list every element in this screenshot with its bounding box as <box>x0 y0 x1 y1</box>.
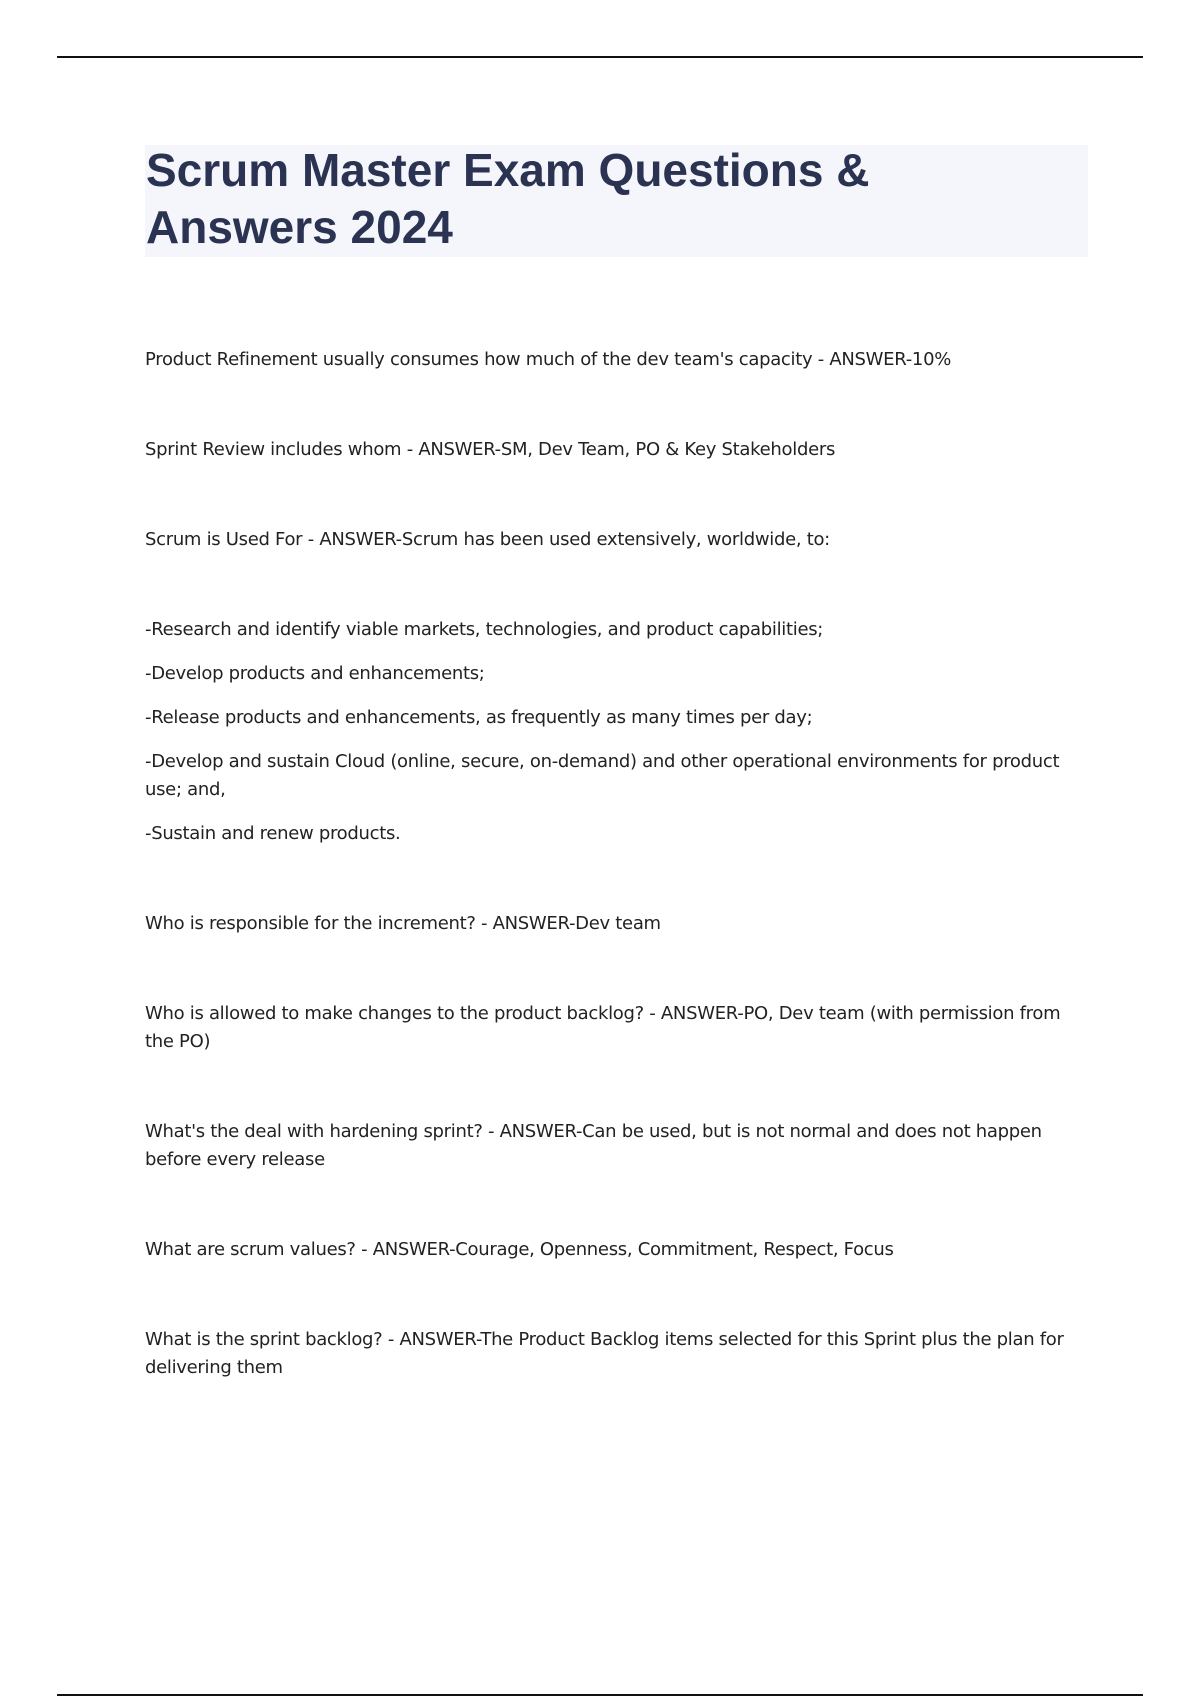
qa-item: What is the sprint backlog? - ANSWER-The Product Backlog items selected for this Sprint plus the plan for delivering them <box>145 1329 1064 1378</box>
scrum-uses-list <box>145 616 1090 848</box>
document-title: Scrum Master Exam Questions & Answers 2024 <box>146 144 870 253</box>
qa-item: Product Refinement usually consumes how much of the dev team's capacity - ANSWER-10% <box>145 349 952 370</box>
qa-item: What are scrum values? - ANSWER-Courage, Openness, Commitment, Respect, Focus <box>145 1239 894 1260</box>
list-item: -Develop products and enhancements; <box>145 663 485 684</box>
list-item: -Develop and sustain Cloud (online, secure, on-demand) and other operational environments for product use; and, <box>145 751 1060 800</box>
document-body <box>145 346 1090 1382</box>
qa-item: Who is allowed to make changes to the product backlog? - ANSWER-PO, Dev team (with permission from the PO) <box>145 1003 1061 1052</box>
qa-item: Sprint Review includes whom - ANSWER-SM, Dev Team, PO & Key Stakeholders <box>145 439 836 460</box>
bottom-rule <box>57 1694 1143 1696</box>
list-item: -Sustain and renew products. <box>145 823 401 844</box>
qa-item: Scrum is Used For - ANSWER-Scrum has been used extensively, worldwide, to: <box>145 529 830 550</box>
list-item: -Research and identify viable markets, technologies, and product capabilities; <box>145 619 824 640</box>
top-rule <box>57 56 1143 58</box>
qa-item: What's the deal with hardening sprint? - ANSWER-Can be used, but is not normal and does not happen before every release <box>145 1121 1042 1170</box>
list-item: -Release products and enhancements, as frequently as many times per day; <box>145 707 813 728</box>
qa-item: Who is responsible for the increment? - ANSWER-Dev team <box>145 913 661 934</box>
